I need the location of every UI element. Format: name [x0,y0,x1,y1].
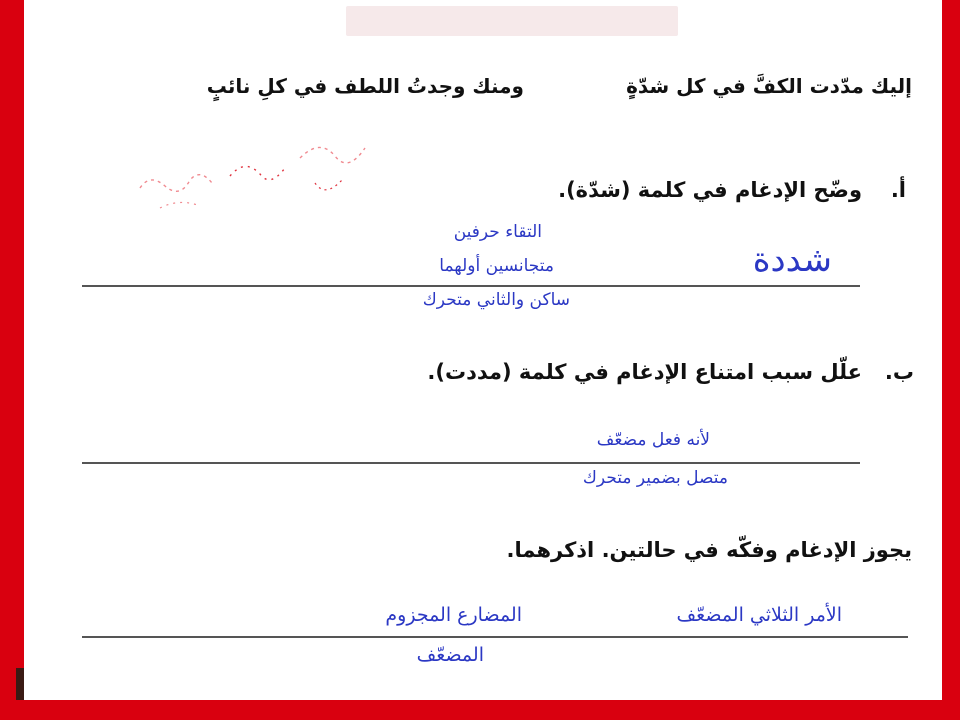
worksheet-page [24,0,942,700]
question-a-text: وضّح الإدغام في كلمة (شدّة). [558,178,862,202]
answer-line-c [82,636,908,638]
frame-bottom-border [0,700,960,720]
question-b-text: علّل سبب امتناع الإدغام في كلمة (مددت). [427,360,862,384]
question-b-marker: ب. [884,360,914,384]
answer-c-left-line-2: المضعّف [416,644,484,666]
answer-a-line-2: متجانسين أولهما [439,256,554,276]
answer-c-right: الأمر الثلاثي المضعّف [676,604,842,626]
answer-a-word: شددة [752,240,832,280]
frame-right-border [940,0,960,720]
red-pen-scribble [120,128,380,218]
header-strip [346,6,678,36]
answer-a-line-3: ساكن والثاني متحرك [422,290,570,310]
answer-b-line-1: لأنه فعل مضعّف [596,430,710,450]
answer-line-b [82,462,860,464]
question-c-text: يجوز الإدغام وفكّه في حالتين. اذكرهما. [506,538,912,562]
frame-left-border [0,0,20,720]
poem-line-right: إليك مدّدت الكفَّ في كل شدّةٍ [626,74,912,98]
question-a-marker: أ. [890,178,906,202]
answer-line-a [82,285,860,287]
frame-corner-accent [16,668,24,700]
answer-a-line-1: التقاء حرفين [453,222,542,242]
answer-b-line-2: متصل بضمير متحرك [582,468,728,488]
poem-line-left: ومنك وجدتُ اللطف في كلِ نائبٍ [206,74,524,98]
answer-c-left-line-1: المضارع المجزوم [385,604,522,626]
